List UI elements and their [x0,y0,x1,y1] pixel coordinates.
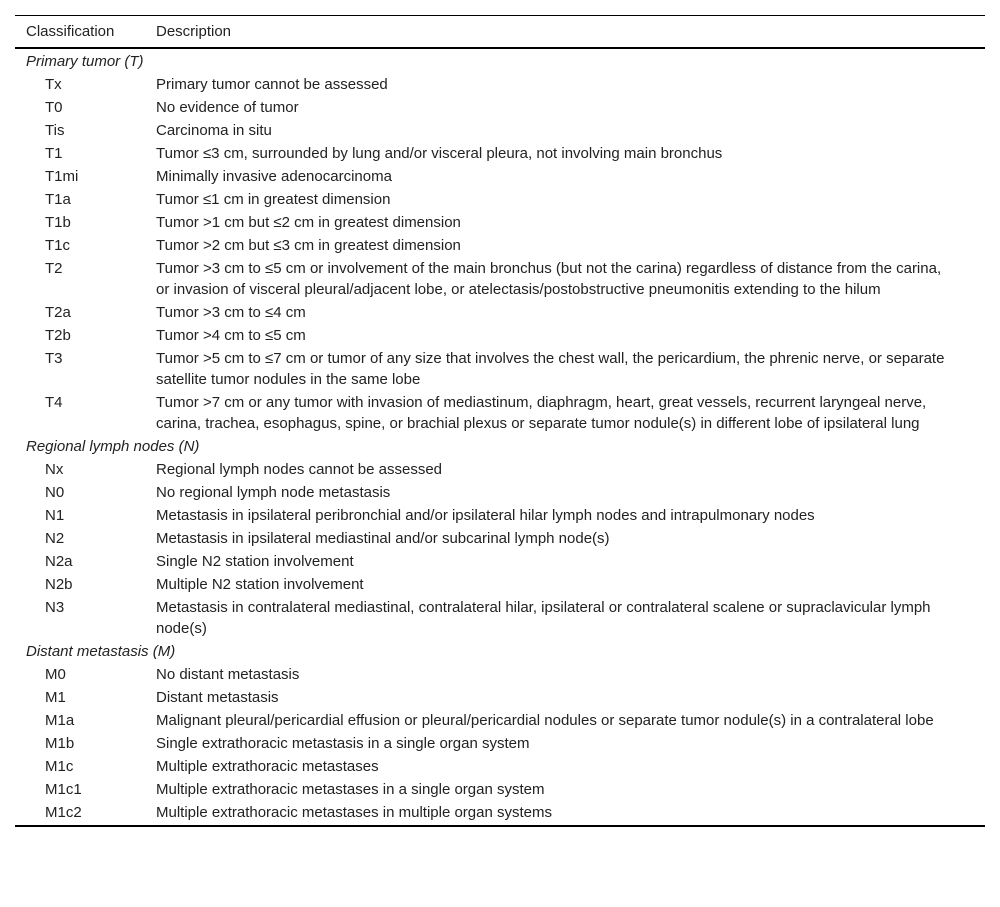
classification-code: T4 [45,394,63,411]
section-title: Distant metastasis (M) [26,643,176,660]
table-row-t1c [15,235,985,258]
classification-code: T2 [45,260,63,277]
table-row-nx [15,459,985,482]
classification-description: Single extrathoracic metastasis in a single organ system [156,735,530,752]
classification-description: Metastasis in ipsilateral peribronchial and/or ipsilateral hilar lymph nodes and intrapulmonary nodes [156,507,815,524]
classification-description: Carcinoma in situ [156,122,272,139]
classification-code: Tx [45,76,62,93]
table-row-t0 [15,97,985,120]
table-row-m1 [15,687,985,710]
section-row-primary-tumor [15,48,985,74]
table-row-t2 [15,258,985,302]
table-row-m0 [15,664,985,687]
classification-code: N2b [45,576,73,593]
table-row-n2b [15,574,985,597]
classification-description: Metastasis in ipsilateral mediastinal and/or subcarinal lymph node(s) [156,530,610,547]
classification-code: T1c [45,237,71,254]
classification-description: Tumor >4 cm to ≤5 cm [156,327,306,344]
classification-code: M1 [45,689,66,706]
table-row-t1b [15,212,985,235]
classification-description: Malignant pleural/pericardial effusion or pleural/pericardial nodules or separate tumor nodule(s) in a contralateral lobe [156,712,934,729]
classification-code: M0 [45,666,66,683]
classification-code: N2 [45,530,65,547]
classification-description: No evidence of tumor [156,99,299,116]
table-row-n2a [15,551,985,574]
classification-code: T3 [45,350,63,367]
table-row-n3 [15,597,985,641]
classification-code: M1a [45,712,75,729]
classification-description: Distant metastasis [156,689,279,706]
tnm-classification-table-container [15,15,985,827]
classification-description: No regional lymph node metastasis [156,484,391,501]
table-row-n2 [15,528,985,551]
classification-code: N3 [45,599,65,616]
section-title: Regional lymph nodes (N) [26,438,200,455]
classification-code: M1c1 [45,781,82,798]
classification-description: No distant metastasis [156,666,300,683]
table-row-tis [15,120,985,143]
classification-code: T2b [45,327,71,344]
classification-description: Tumor ≤1 cm in greatest dimension [156,191,391,208]
classification-code: M1c2 [45,804,82,821]
classification-code: N2a [45,553,73,570]
header-description: Description [156,23,232,40]
section-row-regional-lymph-nodes [15,436,985,459]
classification-code: N0 [45,484,65,501]
table-row-t2b [15,325,985,348]
classification-code: Nx [45,461,64,478]
classification-description: Tumor >7 cm or any tumor with invasion of mediastinum, diaphragm, heart, great vessels, recurrent laryngeal nerve, carina, trachea, esophagus, spine, or brachial plexus or separate tumor nodule(s) in different lobe of ipsilateral lung [156,394,927,432]
classification-code: N1 [45,507,65,524]
classification-description: Tumor >3 cm to ≤5 cm or involvement of the main bronchus (but not the carina) regardless of distance from the carina, or invasion of visceral pleural/adjacent lobe, or atelectasis/postobstructive pneumonitis extending to the hilum [156,260,942,298]
tnm-classification-table [15,15,985,827]
classification-description: Primary tumor cannot be assessed [156,76,388,93]
table-row-n0 [15,482,985,505]
classification-code: T0 [45,99,63,116]
classification-code: T1mi [45,168,79,185]
table-row-n1 [15,505,985,528]
classification-description: Multiple extrathoracic metastases in a single organ system [156,781,545,798]
classification-description: Single N2 station involvement [156,553,354,570]
classification-code: M1c [45,758,74,775]
classification-code: T2a [45,304,71,321]
table-row-m1c2 [15,802,985,826]
classification-description: Multiple extrathoracic metastases in multiple organ systems [156,804,552,821]
classification-description: Regional lymph nodes cannot be assessed [156,461,443,478]
classification-description: Metastasis in contralateral mediastinal, contralateral hilar, ipsilateral or contralateral scalene or supraclavicular lymph node(s) [156,599,931,637]
classification-description: Tumor >5 cm to ≤7 cm or tumor of any size that involves the chest wall, the pericardium, the phrenic nerve, or separate satellite tumor nodules in the same lobe [156,350,945,388]
header-row [15,16,985,49]
table-row-t2a [15,302,985,325]
classification-description: Minimally invasive adenocarcinoma [156,168,392,185]
classification-description: Multiple N2 station involvement [156,576,364,593]
classification-description: Tumor >2 cm but ≤3 cm in greatest dimension [156,237,461,254]
table-body [15,48,985,826]
header-classification: Classification [26,23,115,40]
table-row-t3 [15,348,985,392]
table-header [15,16,985,49]
table-row-m1c [15,756,985,779]
classification-description: Tumor >3 cm to ≤4 cm [156,304,306,321]
section-row-distant-metastasis [15,641,985,664]
table-row-tx [15,74,985,97]
classification-code: T1a [45,191,71,208]
classification-description: Tumor ≤3 cm, surrounded by lung and/or visceral pleura, not involving main bronchus [156,145,723,162]
table-row-t1a [15,189,985,212]
classification-description: Tumor >1 cm but ≤2 cm in greatest dimension [156,214,461,231]
classification-code: Tis [45,122,65,139]
section-title: Primary tumor (T) [26,53,144,70]
table-row-m1c1 [15,779,985,802]
classification-description: Multiple extrathoracic metastases [156,758,379,775]
table-row-t1mi [15,166,985,189]
classification-code: T1b [45,214,71,231]
table-row-t4 [15,392,985,436]
table-row-m1a [15,710,985,733]
classification-code: T1 [45,145,63,162]
table-row-m1b [15,733,985,756]
classification-code: M1b [45,735,75,752]
table-row-t1 [15,143,985,166]
